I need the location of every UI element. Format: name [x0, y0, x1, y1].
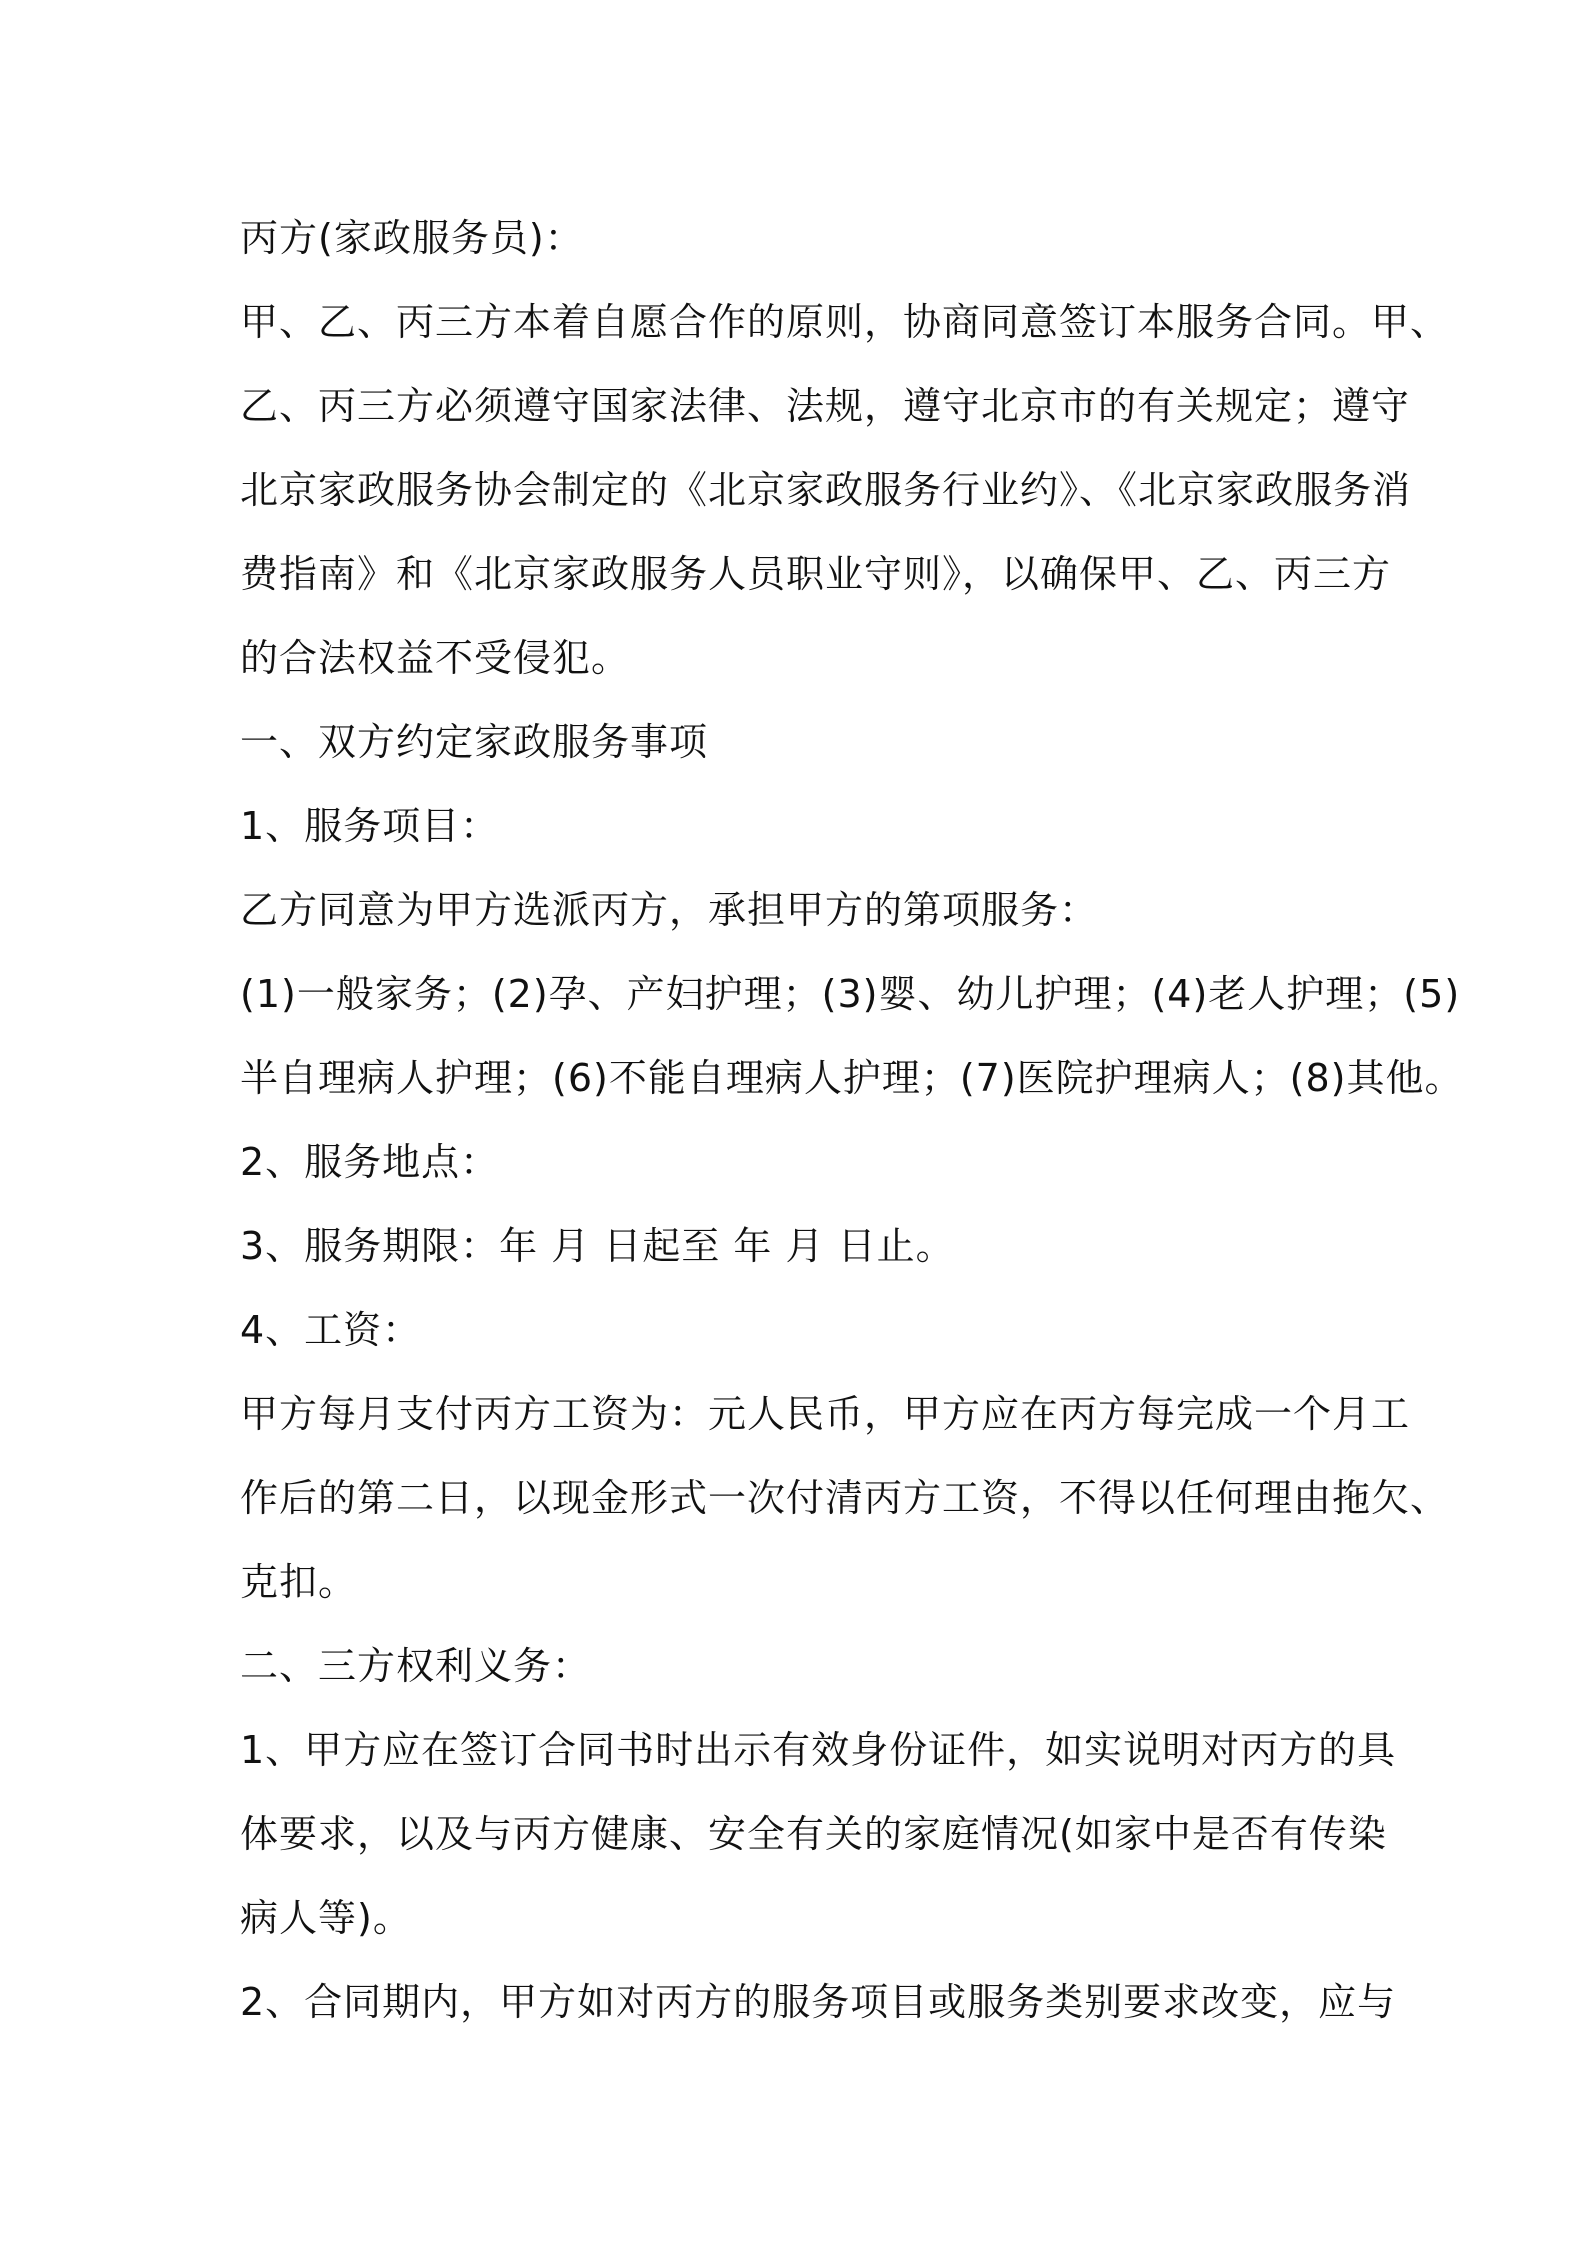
paragraph-line: 乙方同意为甲方选派丙方，承担甲方的第项服务： [240, 888, 1099, 932]
clause-heading: 3、服务期限：年 月 日起至 年 月 日止。 [240, 1224, 955, 1268]
document-body [240, 196, 1464, 2044]
paragraph-line: 克扣。 [240, 1560, 358, 1604]
preamble-line: 的合法权益不受侵犯。 [240, 636, 631, 680]
clause-heading: 4、工资： [240, 1308, 422, 1352]
paragraph-line: 1、甲方应在签订合同书时出示有效身份证件，如实说明对丙方的具 [240, 1728, 1397, 1772]
preamble-line: 乙、丙三方必须遵守国家法律、法规，遵守北京市的有关规定；遵守 [240, 384, 1411, 428]
section-heading: 一、双方约定家政服务事项 [240, 720, 709, 764]
clause-heading: 2、服务地点： [240, 1140, 500, 1184]
paragraph-line: 2、合同期内，甲方如对丙方的服务项目或服务类别要求改变，应与 [240, 1980, 1397, 2024]
paragraph-line: 病人等)。 [240, 1896, 412, 1940]
clause-heading: 1、服务项目： [240, 804, 500, 848]
paragraph-line: 半自理病人护理；(6)不能自理病人护理；(7)医院护理病人；(8)其他。 [240, 1056, 1464, 1100]
party-c-label: 丙方(家政服务员)： [240, 216, 584, 260]
section-heading: 二、三方权利义务： [240, 1644, 592, 1688]
paragraph-line: 作后的第二日，以现金形式一次付清丙方工资，不得以任何理由拖欠、 [240, 1476, 1450, 1520]
preamble-line: 费指南》和《北京家政服务人员职业守则》，以确保甲、乙、丙三方 [240, 552, 1392, 596]
paragraph-line: 甲方每月支付丙方工资为：元人民币，甲方应在丙方每完成一个月工 [240, 1392, 1411, 1436]
paragraph-line: (1)一般家务；(2)孕、产妇护理；(3)婴、幼儿护理；(4)老人护理；(5) [240, 972, 1461, 1016]
preamble-line: 甲、乙、丙三方本着自愿合作的原则，协商同意签订本服务合同。甲、 [240, 300, 1450, 344]
paragraph-line: 体要求，以及与丙方健康、安全有关的家庭情况(如家中是否有传染 [240, 1812, 1387, 1856]
preamble-line: 北京家政服务协会制定的《北京家政服务行业约》、《北京家政服务消 [240, 468, 1412, 512]
